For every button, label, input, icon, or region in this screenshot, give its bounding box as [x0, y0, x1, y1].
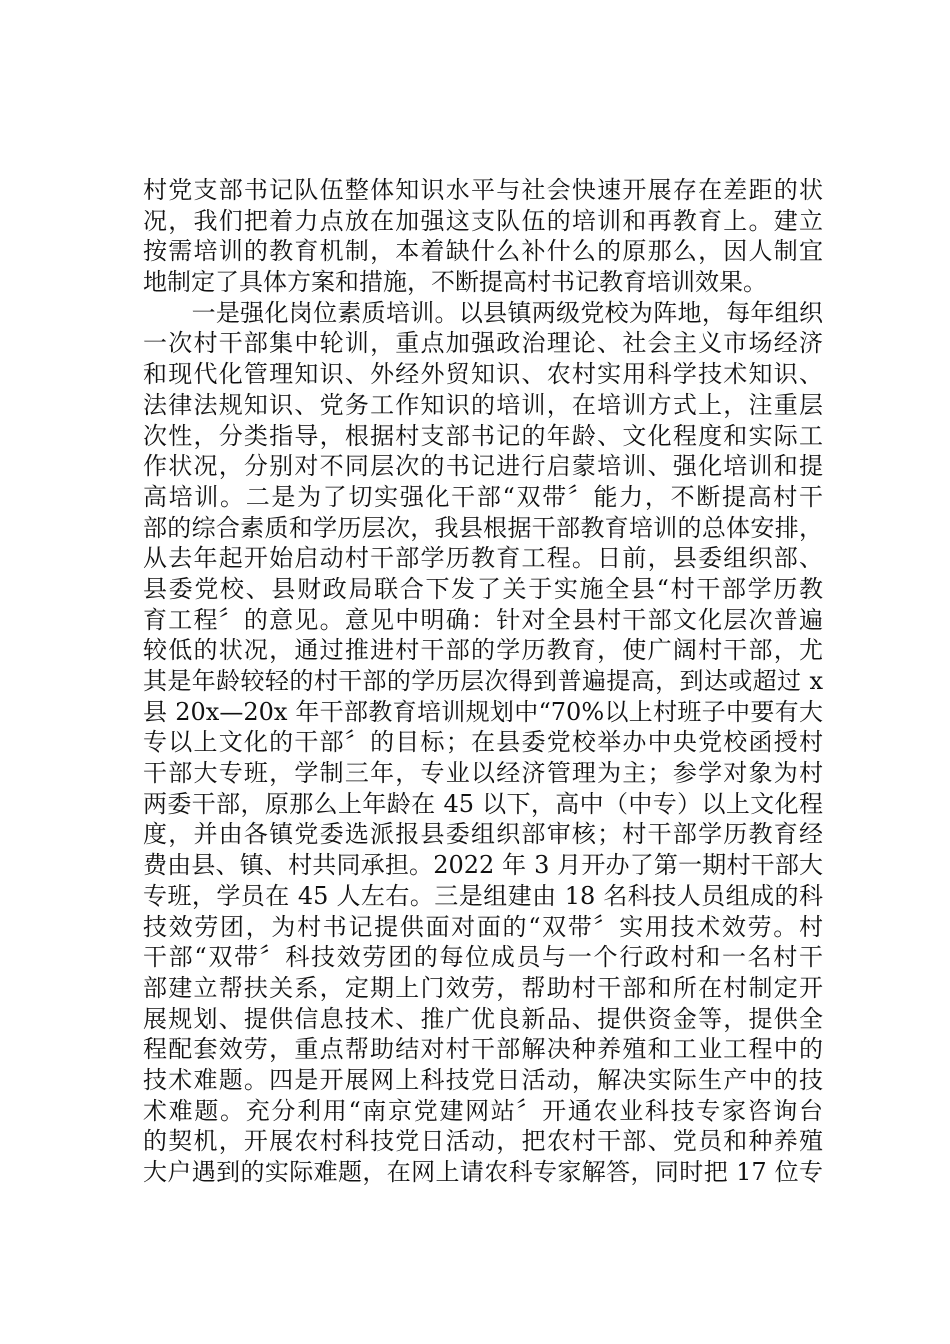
text-line: 程配套效劳，重点帮助结对村干部解决种养殖和工业工程中的: [143, 1035, 823, 1064]
text-line: 部的综合素质和学历层次，我县根据干部教育培训的总体安排，: [143, 513, 823, 542]
text-line: 作状况，分别对不同层次的书记进行启蒙培训、强化培训和提: [143, 452, 823, 481]
text-line: 育工程〞的意见。意见中明确：针对全县村干部文化层次普遍: [143, 605, 823, 634]
text-line: 技效劳团，为村书记提供面对面的“双带〞实用技术效劳。村: [143, 912, 823, 941]
text-line: 费由县、镇、村共同承担。2022 年 3 月开办了第一期村干部大: [143, 851, 823, 880]
text-line: 一是强化岗位素质培训。以县镇两级党校为阵地，每年组织: [143, 298, 823, 327]
text-line: 部建立帮扶关系，定期上门效劳，帮助村干部和所在村制定开: [143, 973, 823, 1002]
text-line: 较低的状况，通过推进村干部的学历教育，使广阔村干部，尤: [143, 636, 823, 665]
text-line: 干部大专班，学制三年，专业以经济管理为主；参学对象为村: [143, 759, 823, 788]
text-line: 高培训。二是为了切实强化干部“双带〞能力，不断提高村干: [143, 482, 823, 511]
text-line: 和现代化管理知识、外经外贸知识、农村实用科学技术知识、: [143, 360, 823, 389]
text-line: 专以上文化的干部〞的目标；在县委党校举办中央党校函授村: [143, 728, 823, 757]
text-line: 度，并由各镇党委选派报县委组织部审核；村干部学历教育经: [143, 820, 823, 849]
text-line: 两委干部，原那么上年龄在 45 以下，高中（中专）以上文化程: [143, 789, 823, 818]
text-line: 县委党校、县财政局联合下发了关于实施全县“村干部学历教: [143, 574, 823, 603]
text-line: 次性，分类指导，根据村支部书记的年龄、文化程度和实际工: [143, 421, 823, 450]
document-body: [143, 175, 823, 1188]
text-line: 按需培训的教育机制，本着缺什么补什么的原那么，因人制宜: [143, 237, 823, 266]
text-line: 一次村干部集中轮训，重点加强政治理论、社会主义市场经济: [143, 329, 823, 358]
text-line: 县 20x—20x 年干部教育培训规划中“70%以上村班子中要有大: [143, 697, 823, 726]
text-line: 况，我们把着力点放在加强这支队伍的培训和再教育上。建立: [143, 206, 823, 235]
text-line: 村党支部书记队伍整体知识水平与社会快速开展存在差距的状: [143, 176, 823, 204]
text-line: 的契机，开展农村科技党日活动，把农村干部、党员和种养殖: [143, 1127, 823, 1156]
text-line: 专班，学员在 45 人左右。三是组建由 18 名科技人员组成的科: [143, 881, 823, 910]
text-line: 大户遇到的实际难题，在网上请农科专家解答，同时把 17 位专: [143, 1158, 823, 1186]
text-line: 术难题。充分利用“南京党建网站〞开通农业科技专家咨询台: [143, 1096, 823, 1125]
text-line: 地制定了具体方案和措施，不断提高村书记教育培训效果。: [143, 268, 767, 297]
text-line: 从去年起开始启动村干部学历教育工程。日前，县委组织部、: [143, 544, 823, 573]
text-line: 其是年龄较轻的村干部的学历层次得到普遍提高，到达或超过 x: [143, 667, 823, 695]
text-line: 法律法规知识、党务工作知识的培训，在培训方式上，注重层: [143, 390, 823, 419]
text-line: 干部“双带〞科技效劳团的每位成员与一个行政村和一名村干: [143, 943, 823, 972]
text-line: 展规划、提供信息技术、推广优良新品、提供资金等，提供全: [143, 1004, 823, 1033]
text-line: 技术难题。四是开展网上科技党日活动，解决实际生产中的技: [143, 1065, 823, 1094]
